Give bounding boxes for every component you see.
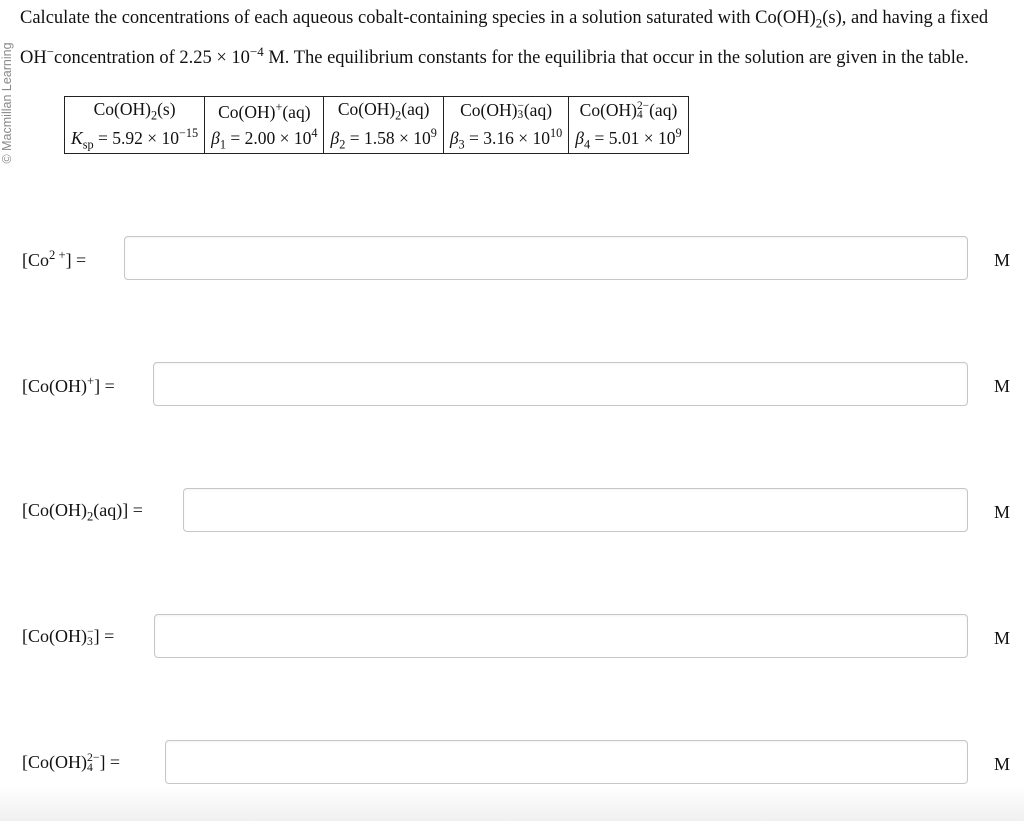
question-text: Calculate the concentrations of each aqueous cobalt-containing species in a solution saturated with $Co(OH)_2(s)$, and having a fixed OH−concentration of $2.25 \times 10^{-4}$ M. The equilibrium constants for the equilibria that occur in the solution are given in the table. [20, 8, 989, 69]
species-header-cell: Co(OH) − 3 (aq) [443, 97, 568, 126]
equilibrium-constants-table [64, 96, 689, 154]
answer-row-cooh3-minus [22, 614, 1012, 660]
unit-label: M [993, 628, 1010, 648]
species-header-row [65, 97, 689, 126]
answer-row-cooh-plus [22, 362, 1012, 408]
co2plus-concentration-input[interactable] [124, 236, 968, 280]
bottom-fade [0, 785, 1024, 821]
answer-row-cooh4-2minus [22, 740, 1012, 786]
answer-label-cooh4-2minus: [Co(OH) 2− 4 ] = [22, 750, 121, 774]
constants-row [65, 125, 689, 154]
species-header-cell: $Co(OH)_2(aq)$ [324, 97, 443, 126]
unit-label: M [993, 754, 1010, 774]
answer-row-co2plus [22, 236, 1012, 282]
answer-label-cooh-plus: [Co(OH)+] = [22, 374, 115, 396]
constant-cell: $K_{sp} = 5.92 \times 10^{-15}$ [65, 125, 205, 154]
cooh-plus-concentration-input[interactable] [153, 362, 968, 406]
answer-row-cooh2-aq [22, 488, 1012, 534]
constant-cell: $\beta_2 = 1.58 \times 10^9$ [324, 125, 443, 154]
constant-cell: $\beta_4 = 5.01 \times 10^9$ [569, 125, 688, 154]
cooh2-aq-concentration-input[interactable] [183, 488, 968, 532]
answer-label-co2plus: $[Co^{2 +}]$ = [22, 248, 87, 270]
species-header-cell: $Co(OH)_2(s)$ [65, 97, 205, 126]
constant-cell: $\beta_3 = 3.16 \times 10^{10}$ [443, 125, 568, 154]
unit-label: M [993, 376, 1010, 396]
species-header-cell: Co(OH) 2− 4 (aq) [569, 97, 688, 126]
cooh3-minus-concentration-input[interactable] [154, 614, 968, 658]
unit-label: M [993, 250, 1010, 270]
constant-cell: $\beta_1 = 2.00 \times 10^4$ [205, 125, 324, 154]
unit-label: M [993, 502, 1010, 522]
species-header-cell: Co(OH)+(aq) [205, 97, 324, 126]
macmillan-watermark [0, 18, 18, 188]
watermark-text: © Macmillan Learning [0, 42, 14, 164]
cooh4-2minus-concentration-input[interactable] [165, 740, 968, 784]
answer-label-cooh2-aq: $[Co(OH)_2(aq)]$ = [22, 500, 143, 524]
answer-label-cooh3-minus: [Co(OH) − 3 ] = [22, 624, 115, 648]
